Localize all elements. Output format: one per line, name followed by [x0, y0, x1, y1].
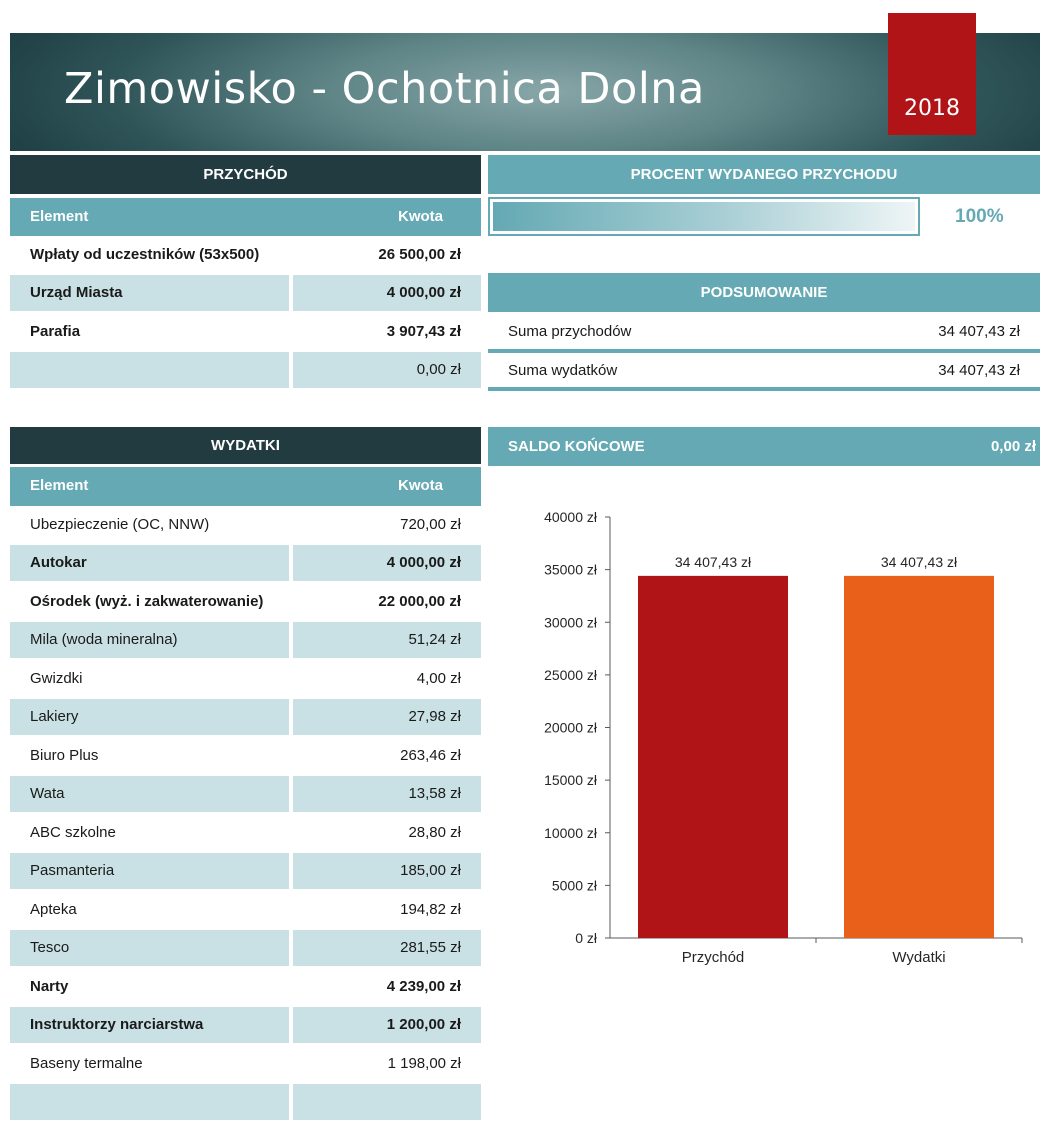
row-label: Biuro Plus: [30, 746, 99, 764]
percent-header: PROCENT WYDANEGO PRZYCHODU: [488, 155, 1040, 194]
row-amount: 194,82 zł: [400, 900, 461, 918]
balance-bar: [488, 427, 1040, 466]
bar-wydatki: [844, 576, 994, 938]
table-row: [10, 506, 481, 545]
table-row: [10, 1045, 481, 1084]
y-tick-label: 0 zł: [575, 930, 597, 946]
summary-expense-label: Suma wydatków: [508, 362, 618, 379]
table-row: [10, 236, 481, 275]
income-col-element: Element: [30, 208, 89, 225]
progress-fill: [493, 202, 915, 231]
table-row: [10, 545, 481, 584]
summary-income-value: 34 407,43 zł: [938, 323, 1020, 340]
row-label: Wpłaty od uczestników (53x500): [30, 245, 260, 263]
y-tick-label: 35000 zł: [544, 561, 597, 578]
row-amount: 51,24 zł: [293, 622, 481, 659]
x-category-label: Wydatki: [892, 949, 946, 966]
income-col-amount: Kwota: [398, 208, 443, 225]
table-row: [10, 1084, 481, 1123]
expenses-col-amount: Kwota: [398, 477, 443, 494]
summary-expense-value: 34 407,43 zł: [938, 362, 1020, 379]
row-amount: 185,00 zł: [293, 853, 481, 890]
row-amount: 4 000,00 zł: [293, 545, 481, 582]
progress-percent: 100%: [955, 206, 1004, 227]
expenses-col-element: Element: [30, 477, 89, 494]
table-row: [10, 776, 481, 815]
row-label: Apteka: [30, 900, 77, 918]
expenses-header: WYDATKI: [10, 427, 481, 464]
row-amount: 3 907,43 zł: [386, 322, 461, 340]
row-amount: 4 000,00 zł: [293, 275, 481, 312]
expenses-table: [10, 506, 481, 1122]
row-label: ABC szkolne: [30, 823, 116, 841]
table-row: [10, 313, 481, 352]
x-category-label: Przychód: [681, 949, 745, 966]
page-title: Zimowisko - Ochotnica Dolna: [64, 64, 705, 114]
row-amount: 281,55 zł: [293, 930, 481, 967]
summary-divider: [488, 387, 1040, 391]
row-label: [10, 1084, 289, 1121]
income-table: [10, 236, 481, 390]
row-amount: 263,46 zł: [400, 746, 461, 764]
row-label: Urząd Miasta: [10, 275, 289, 312]
row-label: Ubezpieczenie (OC, NNW): [30, 515, 210, 533]
balance-value: 0,00 zł: [990, 438, 1036, 455]
row-label: Baseny termalne: [30, 1054, 143, 1072]
row-label: Tesco: [10, 930, 289, 967]
row-label: Ośrodek (wyż. i zakwaterowanie): [30, 592, 264, 610]
year-label: 2018: [904, 96, 960, 121]
row-label: Pasmanteria: [10, 853, 289, 890]
y-tick-label: 20000 zł: [544, 719, 597, 736]
row-amount: 1 200,00 zł: [293, 1007, 481, 1044]
row-label: Parafia: [30, 322, 81, 340]
row-label: Lakiery: [10, 699, 289, 736]
row-amount: [293, 1084, 481, 1121]
y-tick-label: 25000 zł: [544, 666, 597, 683]
table-row: [10, 275, 481, 314]
table-row: [10, 737, 481, 776]
table-row: [10, 1007, 481, 1046]
row-amount: 27,98 zł: [293, 699, 481, 736]
y-tick-label: 10000 zł: [544, 824, 597, 841]
row-amount: 4 239,00 zł: [386, 977, 461, 995]
progress-bar: [488, 197, 920, 236]
bar-data-label: 34 407,43 zł: [880, 553, 958, 570]
summary-income-label: Suma przychodów: [508, 323, 632, 340]
table-row: [10, 930, 481, 969]
table-row: [10, 583, 481, 622]
row-label: Autokar: [10, 545, 289, 582]
row-amount: 22 000,00 zł: [378, 592, 461, 610]
table-row: [10, 853, 481, 892]
bar-data-label: 34 407,43 zł: [674, 553, 752, 570]
income-expense-chart: [500, 495, 1040, 985]
y-tick-label: 30000 zł: [544, 614, 597, 631]
table-row: [10, 699, 481, 738]
row-label: Narty: [30, 977, 69, 995]
row-label: [10, 352, 289, 389]
row-label: Wata: [10, 776, 289, 813]
income-header: PRZYCHÓD: [10, 155, 481, 194]
y-tick-label: 15000 zł: [544, 772, 597, 789]
row-label: Mila (woda mineralna): [10, 622, 289, 659]
row-amount: 13,58 zł: [293, 776, 481, 813]
summary-expense-row: [488, 353, 1040, 389]
bar-przychód: [638, 576, 788, 938]
table-row: [10, 814, 481, 853]
balance-label: SALDO KOŃCOWE: [508, 438, 645, 455]
table-row: [10, 891, 481, 930]
row-amount: 1 198,00 zł: [387, 1054, 461, 1072]
table-row: [10, 622, 481, 661]
summary-income-row: [488, 314, 1040, 350]
table-row: [10, 968, 481, 1007]
summary-header: PODSUMOWANIE: [488, 273, 1040, 312]
table-row: [10, 352, 481, 391]
y-tick-label: 40000 zł: [544, 509, 597, 525]
row-amount: 26 500,00 zł: [378, 245, 461, 263]
row-label: Instruktorzy narciarstwa: [10, 1007, 289, 1044]
y-tick-label: 5000 zł: [551, 877, 597, 894]
row-amount: 0,00 zł: [293, 352, 481, 389]
row-amount: 28,80 zł: [408, 823, 461, 841]
table-row: [10, 660, 481, 699]
row-label: Gwizdki: [30, 669, 83, 687]
row-amount: 720,00 zł: [400, 515, 461, 533]
row-amount: 4,00 zł: [416, 669, 461, 687]
